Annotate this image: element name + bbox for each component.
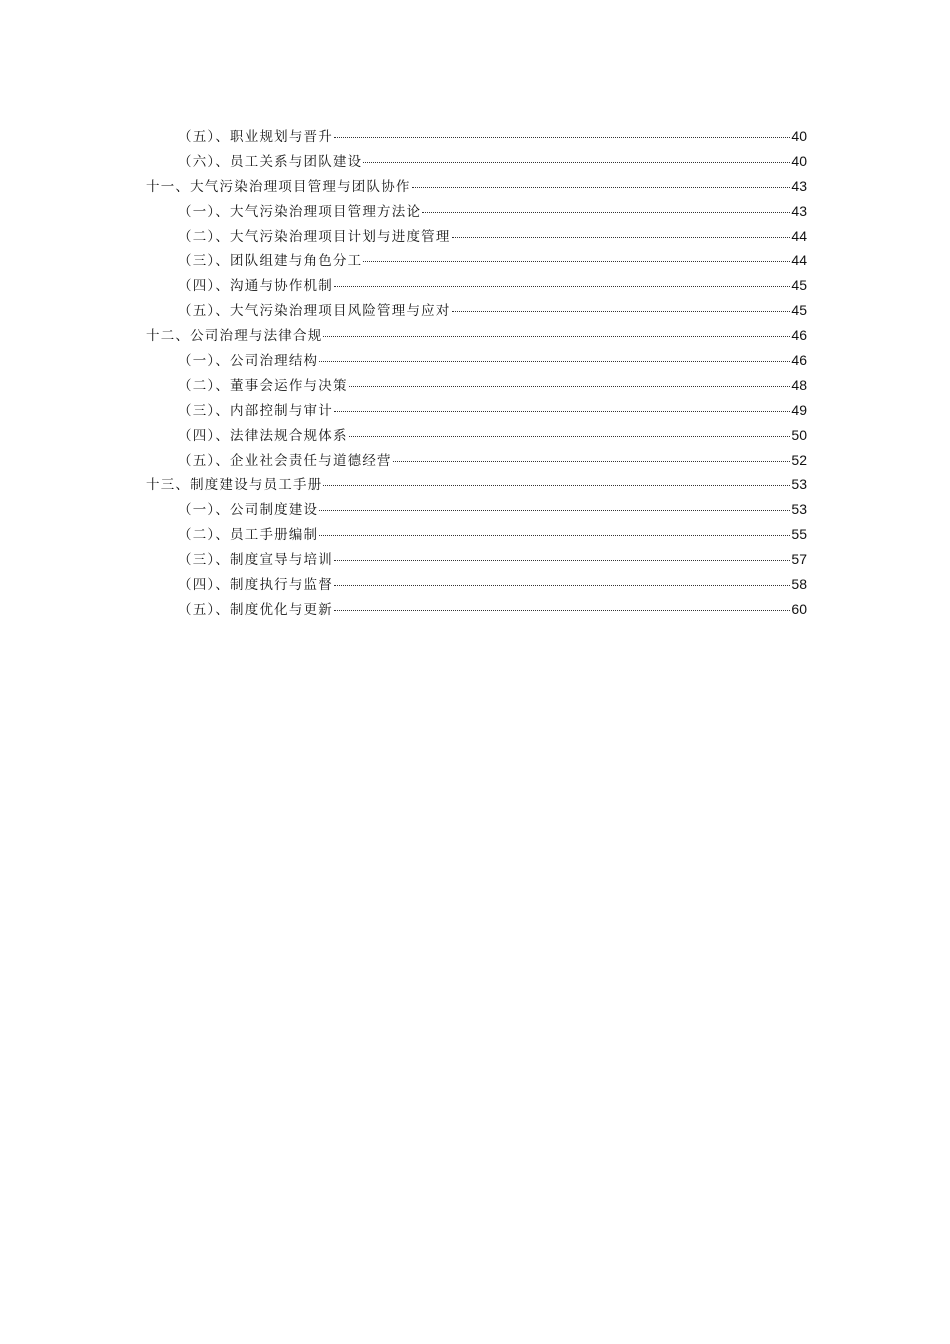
toc-entry-page-number: 46 — [791, 327, 807, 344]
toc-entry-title: （一）、大气污染治理项目管理方法论 — [178, 203, 422, 220]
toc-leader-dots — [349, 386, 791, 387]
toc-section-entry[interactable] — [146, 497, 807, 522]
toc-leader-dots — [334, 585, 790, 586]
toc-leader-dots — [422, 212, 790, 213]
toc-entry-page-number: 43 — [791, 202, 807, 219]
toc-entry-page-number: 50 — [791, 426, 807, 443]
toc-leader-dots — [319, 535, 790, 536]
toc-entry-title: （一）、公司制度建设 — [178, 502, 319, 519]
toc-leader-dots — [349, 436, 791, 437]
toc-entry-page-number: 45 — [791, 302, 807, 319]
toc-entry-page-number: 53 — [791, 476, 807, 493]
toc-chapter-entry[interactable] — [146, 472, 807, 497]
toc-section-entry[interactable] — [146, 547, 807, 572]
toc-section-entry[interactable] — [146, 149, 807, 174]
toc-chapter-entry[interactable] — [146, 323, 807, 348]
toc-section-entry[interactable] — [146, 448, 807, 473]
toc-section-entry[interactable] — [146, 273, 807, 298]
toc-entry-page-number: 46 — [791, 352, 807, 369]
toc-entry-title: 十三、制度建设与员工手册 — [146, 477, 323, 494]
toc-entry-page-number: 44 — [791, 227, 807, 244]
toc-entry-page-number: 48 — [791, 376, 807, 393]
toc-entry-page-number: 45 — [791, 277, 807, 294]
toc-section-entry[interactable] — [146, 423, 807, 448]
toc-section-entry[interactable] — [146, 199, 807, 224]
toc-entry-title: （六）、员工关系与团队建设 — [178, 153, 363, 170]
toc-leader-dots — [334, 286, 790, 287]
toc-entry-title: （五）、职业规划与晋升 — [178, 129, 333, 145]
toc-entry-title: （三）、内部控制与审计 — [178, 402, 333, 419]
toc-entry-page-number: 52 — [791, 451, 807, 468]
toc-entry-page-number: 58 — [791, 576, 807, 593]
toc-section-entry[interactable] — [146, 597, 807, 622]
toc-leader-dots — [452, 311, 791, 312]
toc-entry-title: （四）、法律法规合规体系 — [178, 427, 348, 444]
toc-entry-page-number: 57 — [791, 551, 807, 568]
toc-leader-dots — [393, 461, 791, 462]
toc-entry-title: （一）、公司治理结构 — [178, 353, 319, 370]
toc-section-entry[interactable] — [146, 522, 807, 547]
toc-section-entry[interactable] — [146, 248, 807, 273]
toc-chapter-entry[interactable] — [146, 174, 807, 199]
toc-entry-title: （三）、制度宣导与培训 — [178, 552, 333, 569]
toc-entry-page-number: 49 — [791, 401, 807, 418]
toc-leader-dots — [412, 187, 791, 188]
toc-leader-dots — [334, 610, 790, 611]
toc-leader-dots — [334, 137, 790, 138]
toc-leader-dots — [323, 336, 790, 337]
toc-entry-title: 十二、公司治理与法律合规 — [146, 328, 323, 345]
toc-entry-title: （五）、企业社会责任与道德经营 — [178, 452, 392, 469]
toc-entry-title: （五）、大气污染治理项目风险管理与应对 — [178, 303, 451, 320]
toc-entry-page-number: 43 — [791, 177, 807, 194]
toc-leader-dots — [452, 237, 791, 238]
toc-leader-dots — [323, 485, 790, 486]
toc-entry-title: 十一、大气污染治理项目管理与团队协作 — [146, 178, 411, 195]
toc-entry-title: （四）、制度执行与监督 — [178, 577, 333, 594]
toc-leader-dots — [363, 261, 790, 262]
toc-entry-page-number: 53 — [791, 501, 807, 518]
toc-entry-title: （二）、员工手册编制 — [178, 527, 319, 544]
toc-section-entry[interactable] — [146, 398, 807, 423]
toc-section-entry[interactable] — [146, 348, 807, 373]
toc-entry-title: （三）、团队组建与角色分工 — [178, 253, 363, 270]
toc-section-entry[interactable] — [146, 298, 807, 323]
toc-section-entry[interactable] — [146, 572, 807, 597]
toc-leader-dots — [334, 560, 790, 561]
toc-entry-title: （四）、沟通与协作机制 — [178, 278, 333, 295]
table-of-contents — [146, 124, 807, 622]
toc-section-entry[interactable] — [146, 124, 807, 149]
toc-section-entry[interactable] — [146, 373, 807, 398]
toc-section-entry[interactable] — [146, 224, 807, 249]
toc-entry-page-number: 60 — [791, 600, 807, 617]
toc-entry-page-number: 40 — [791, 152, 807, 169]
toc-entry-page-number: 44 — [791, 252, 807, 269]
toc-entry-title: （二）、大气污染治理项目计划与进度管理 — [178, 228, 451, 245]
toc-leader-dots — [334, 411, 790, 412]
toc-entry-title: （二）、董事会运作与决策 — [178, 377, 348, 394]
toc-entry-title: （五）、制度优化与更新 — [178, 601, 333, 618]
toc-leader-dots — [319, 510, 790, 511]
toc-entry-page-number: 40 — [791, 128, 807, 144]
toc-leader-dots — [319, 361, 790, 362]
toc-leader-dots — [363, 162, 790, 163]
toc-entry-page-number: 55 — [791, 526, 807, 543]
